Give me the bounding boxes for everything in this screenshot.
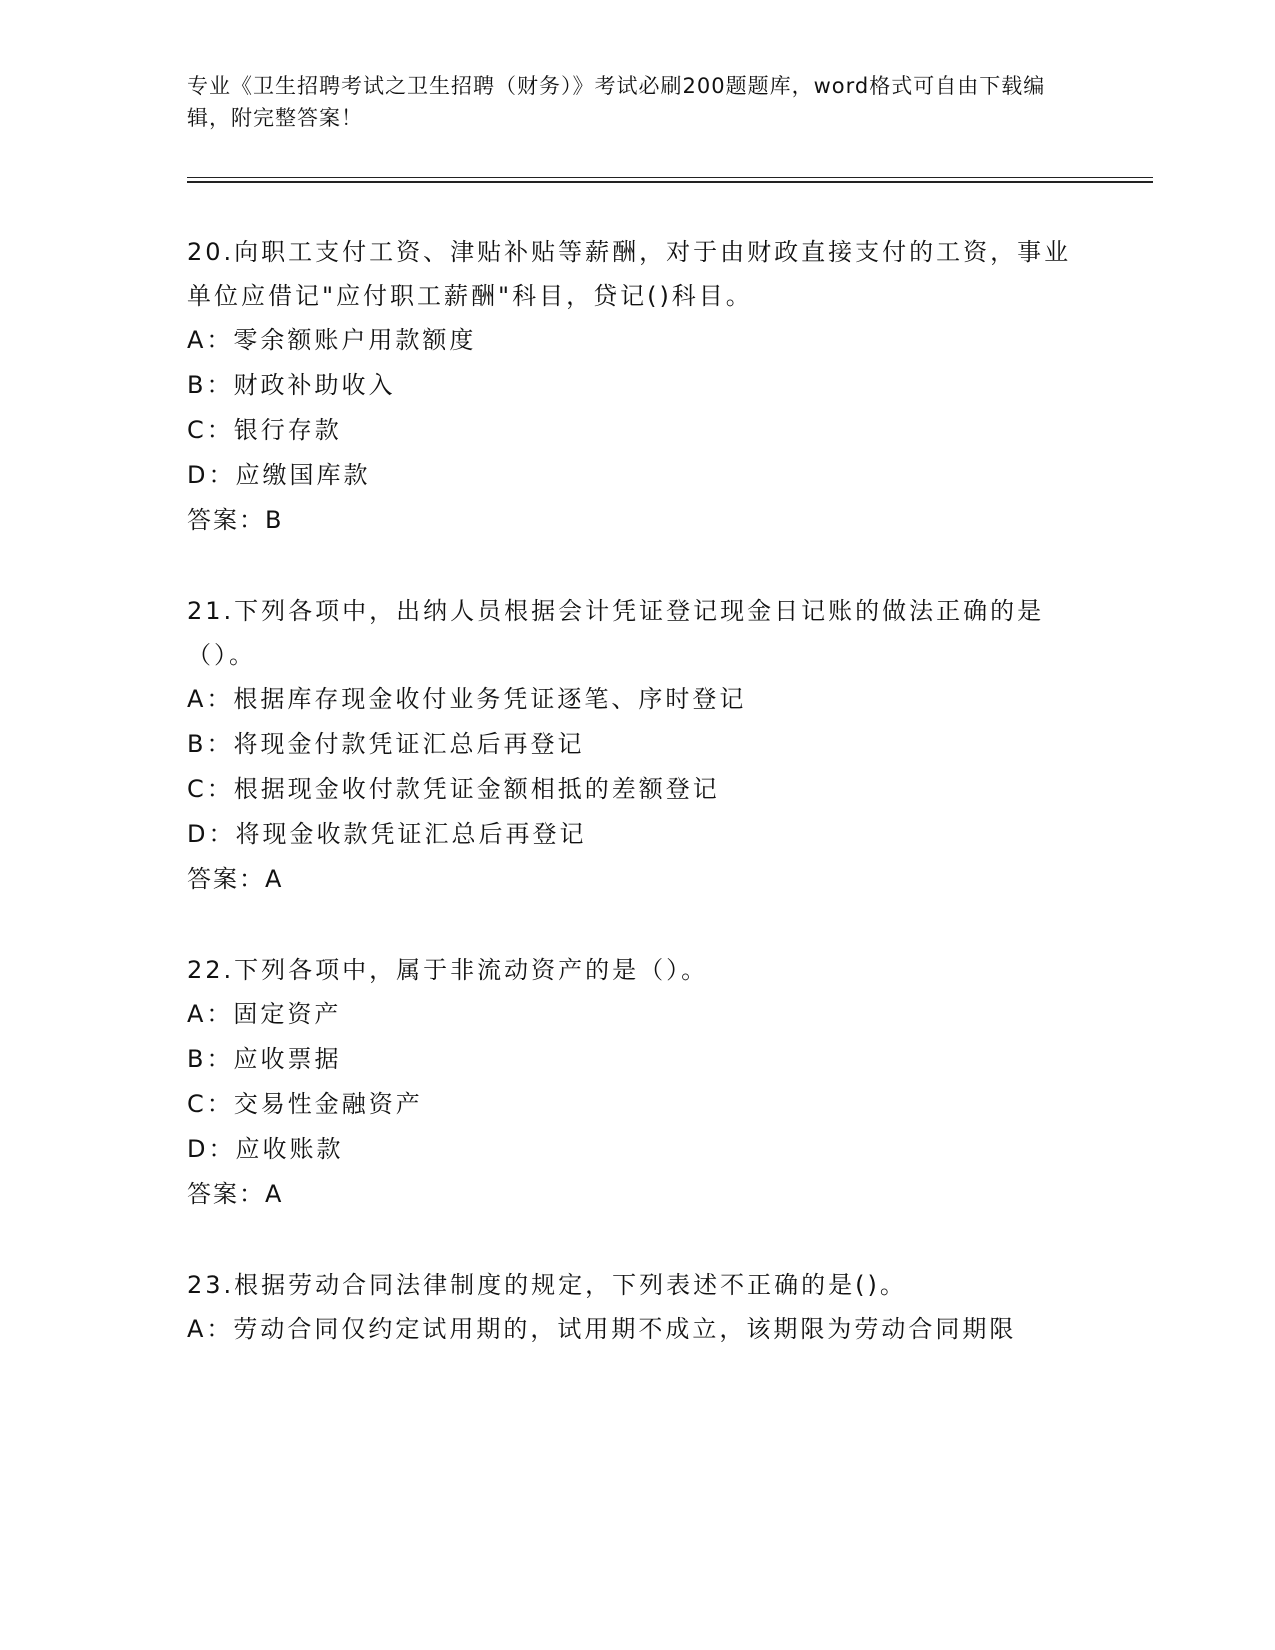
- document-header: 专业《卫生招聘考试之卫生招聘（财务）》考试必刷200题题库，word格式可自由下载编辑，附完整答案！: [187, 74, 1046, 130]
- question-option: A：根据库存现金收付业务凭证逐笔、序时登记: [187, 685, 747, 713]
- question-answer: 答案：A: [187, 865, 284, 893]
- question-option: B：财政补助收入: [187, 371, 396, 399]
- question-item: [187, 1263, 1087, 1352]
- question-option: A：劳动合同仅约定试用期的，试用期不成立，该期限为劳动合同期限: [187, 1315, 1017, 1343]
- question-stem: 23.根据劳动合同法律制度的规定，下列表述不正确的是()。: [187, 1271, 907, 1299]
- question-list: [187, 230, 1087, 1399]
- question-answer: 答案：A: [187, 1180, 284, 1208]
- question-option: D：应收账款: [187, 1135, 344, 1163]
- question-option: C：银行存款: [187, 416, 342, 444]
- question-option: C：交易性金融资产: [187, 1090, 423, 1118]
- question-option: A：零余额账户用款额度: [187, 326, 477, 354]
- question-item: [187, 589, 1087, 901]
- question-stem: 22.下列各项中，属于非流动资产的是（）。: [187, 956, 709, 984]
- question-item: [187, 230, 1087, 542]
- question-stem: 20.向职工支付工资、津贴补贴等薪酬，对于由财政直接支付的工资，事业单位应借记"应付职工薪酬"科目，贷记()科目。: [187, 238, 1072, 310]
- header-divider: [187, 177, 1153, 183]
- question-answer: 答案：B: [187, 506, 284, 534]
- question-option: D：应缴国库款: [187, 461, 371, 489]
- header-divider-line-2: [187, 181, 1153, 183]
- question-option: B：将现金付款凭证汇总后再登记: [187, 730, 585, 758]
- question-option: D：将现金收款凭证汇总后再登记: [187, 820, 587, 848]
- question-option: C：根据现金收付款凭证金额相抵的差额登记: [187, 775, 720, 803]
- question-option: B：应收票据: [187, 1045, 342, 1073]
- question-option: A：固定资产: [187, 1000, 342, 1028]
- question-stem: 21.下列各项中，出纳人员根据会计凭证登记现金日记账的做法正确的是（）。: [187, 597, 1045, 669]
- header-divider-line-1: [187, 177, 1153, 178]
- question-item: [187, 948, 1087, 1216]
